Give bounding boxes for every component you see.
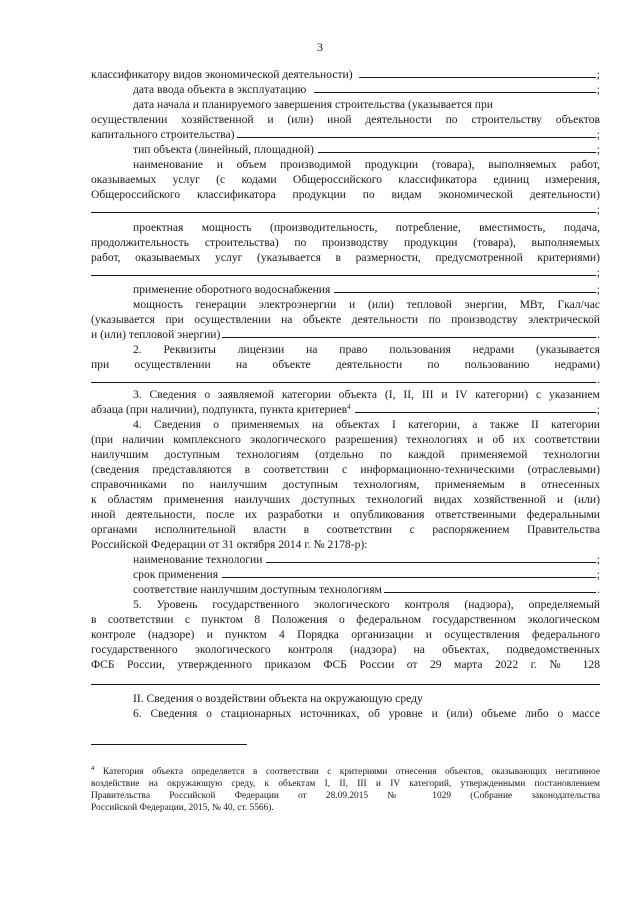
- section-ii-heading: II. Сведения о воздействии объекта на окружающую среду: [133, 692, 423, 705]
- text-line: Общероссийского классификатора продукции по видам экономической деятельности): [91, 188, 600, 201]
- text-line: в соответствии с пунктом 8 Положения о федеральном государственном экологическом: [91, 613, 600, 626]
- footnote-separator: [91, 744, 247, 745]
- text-line: классификатору видов экономической деятельности) ;: [91, 68, 600, 81]
- field-category: абзаца (при наличии), подпункта, пункта критериев$^4$ ;: [91, 403, 600, 416]
- text-line: наименование и объем производимой продукции (товара), выполняемых работ,: [133, 158, 600, 171]
- text-line: контроле (надзоре) и пунктом 4 Порядка организации и осуществления федерального: [91, 628, 600, 641]
- field-products: ;: [91, 202, 600, 217]
- section-5-heading: 5. Уровень государственного экологического контроля (надзора), определяемый: [133, 598, 600, 611]
- footnote-line: $^4$ Категория объекта определяется в соответствии с критериями отнесения объектов, оказывающих негативное: [91, 766, 600, 777]
- page-number: 3: [317, 40, 323, 54]
- text-line: мощность генерации электроэнергии и (или) тепловой энергии, МВт, Гкал/час: [133, 298, 600, 311]
- field-technology-name: наименование технологии ;: [133, 553, 600, 566]
- control-level-rule: [91, 684, 600, 685]
- field-bat-compliance: соответствие наилучшим доступным технологиям .: [133, 583, 600, 596]
- footnote-line: Правительства Российской Федерации от 28.09.2015 № 1029 (Собрание законодательства: [91, 791, 600, 801]
- field-commissioning-date: дата ввода объекта в эксплуатацию ;: [133, 83, 600, 96]
- footnote-line: Российской Федерации, 2015, № 40, ст. 5566).: [91, 803, 274, 813]
- text-line: государственного экологического контроля (надзора) на объектах, подведомственных: [91, 643, 600, 656]
- field-construction-dates: капитального строительства) ;: [91, 128, 600, 141]
- field-license: .: [91, 372, 600, 387]
- section-6-heading: 6. Сведения о стационарных источниках, об уровне и (или) объеме либо о массе: [133, 707, 600, 720]
- text-line: при осуществлении на объекте деятельности по пользованию недрами): [91, 358, 600, 371]
- text-line: наилучшим доступным технологиям (отдельно по каждой применяемой технологии: [91, 448, 600, 461]
- footnote-line: воздействие на окружающую среду, к объектам I, II, III и IV категорий, утвержденными постановлением: [91, 779, 600, 789]
- field-capacity: ;: [91, 265, 600, 280]
- text-line: к областям применения наилучших доступных технологий видах хозяйственной и (или): [91, 493, 600, 506]
- text-line: органами исполнительной власти в соответствии с распоряжением Правительства: [91, 523, 600, 536]
- section-2-heading: 2. Реквизиты лицензии на право пользования недрами (указывается: [133, 343, 600, 356]
- text-line: оказываемых услуг (с кодами Общероссийского классификатора единиц измерения,: [91, 173, 600, 186]
- field-object-type: тип объекта (линейный, площадной) ;: [133, 143, 600, 156]
- text-line: (сведения представляются в соответствии с информационно-техническими (отраслевыми): [91, 463, 600, 476]
- text-line: дата начала и планируемого завершения строительства (указывается при: [133, 98, 494, 111]
- text-line: Российской Федерации от 31 октября 2014 г. № 2178-р):: [91, 538, 368, 551]
- section-3-heading: 3. Сведения о заявляемой категории объекта (I, II, III и IV категории) с указанием: [133, 388, 600, 401]
- text-line: продолжительность строительства) по производству продукции (товара), выполняемых: [91, 236, 600, 249]
- field-power-generation: и (или) тепловой энергии) .: [91, 328, 600, 341]
- field-water-recycling: применение оборотного водоснабжения ;: [133, 283, 600, 296]
- text-line: (при наличии комплексного экологического разрешения) технологиях и об их соответствии: [91, 433, 600, 446]
- text-line: работ, оказываемых услуг (указывается в размерности, предусмотренной критериями): [91, 251, 600, 264]
- text-line: ФСБ России, утвержденного приказом ФСБ России от 29 марта 2022 г. № 128: [91, 658, 600, 671]
- text-line: осуществлении хозяйственной и (или) иной деятельности по строительству объектов: [91, 113, 600, 126]
- text-line: иной деятельности, после их разработки и опубликования ответственными федеральными: [91, 508, 600, 521]
- section-4-heading: 4. Сведения о применяемых на объектах I категории, а также II категории: [133, 418, 600, 431]
- field-application-period: срок применения ;: [133, 568, 600, 581]
- text-line: проектная мощность (производительность, потребление, вместимость, подача,: [133, 221, 600, 234]
- text-line: (указывается при осуществлении на объекте деятельности по производству электрической: [91, 313, 600, 326]
- text-line: справочниками по наилучшим доступным технологиям, применяемым в отнесенных: [91, 478, 600, 491]
